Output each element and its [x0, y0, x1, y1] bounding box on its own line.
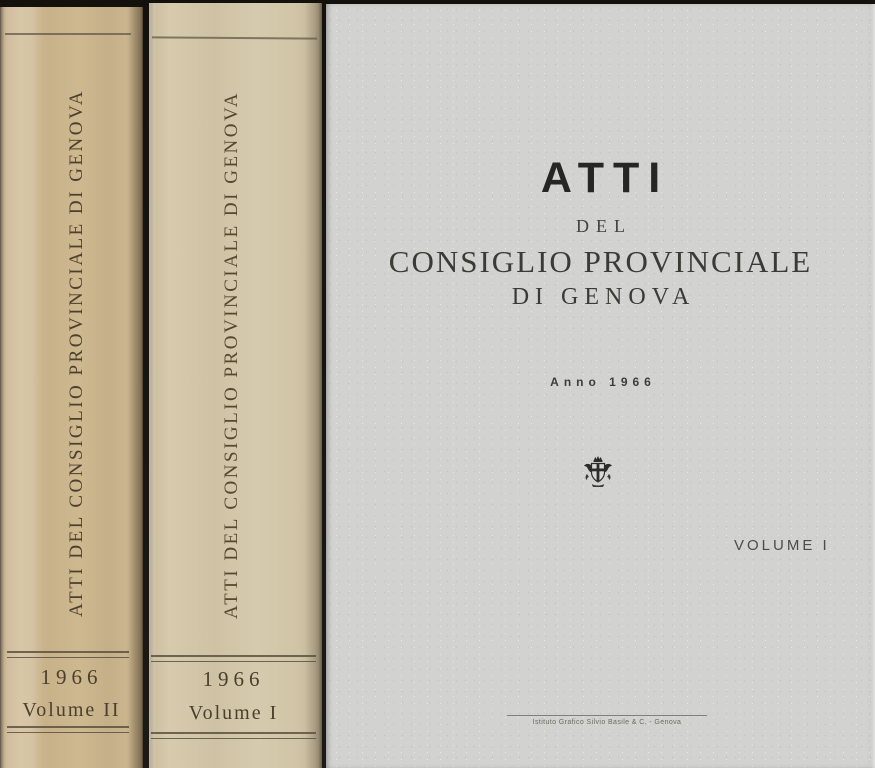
cover-subtitle-del: DEL: [576, 216, 632, 236]
spine-double-rule: [151, 655, 316, 662]
book-front-cover: [326, 4, 875, 768]
spine-vertical-title: ATTI DEL CONSIGLIO PROVINCIALE DI GENOVA: [221, 91, 243, 619]
spine-volume-label: Volume II: [22, 699, 121, 721]
spine-year: 1966: [202, 667, 265, 691]
spine-top-rule: [152, 36, 317, 39]
spine-double-rule: [151, 732, 316, 739]
spine-top-rule: [5, 33, 131, 35]
genova-crest-icon: [579, 454, 617, 496]
spine-double-rule: [7, 726, 129, 733]
book-spine-volume-2: [0, 7, 143, 768]
cover-volume-label: VOLUME I: [734, 537, 830, 554]
spine-volume-label: Volume I: [188, 702, 279, 724]
book-spine-volume-1: [149, 3, 322, 768]
spine-double-rule: [7, 651, 129, 658]
cover-subtitle-di-genova: DI GENOVA: [511, 284, 696, 310]
cover-year-line: Anno 1966: [550, 375, 656, 389]
printer-imprint: Istituto Grafico Silvio Basile & C. - Genova: [507, 715, 707, 726]
cover-title: ATTI: [540, 154, 670, 202]
spine-year: 1966: [40, 665, 103, 689]
cover-subtitle-consiglio-provinciale: CONSIGLIO PROVINCIALE: [388, 244, 813, 279]
spine-vertical-title: ATTI DEL CONSIGLIO PROVINCIALE DI GENOVA: [66, 89, 88, 617]
